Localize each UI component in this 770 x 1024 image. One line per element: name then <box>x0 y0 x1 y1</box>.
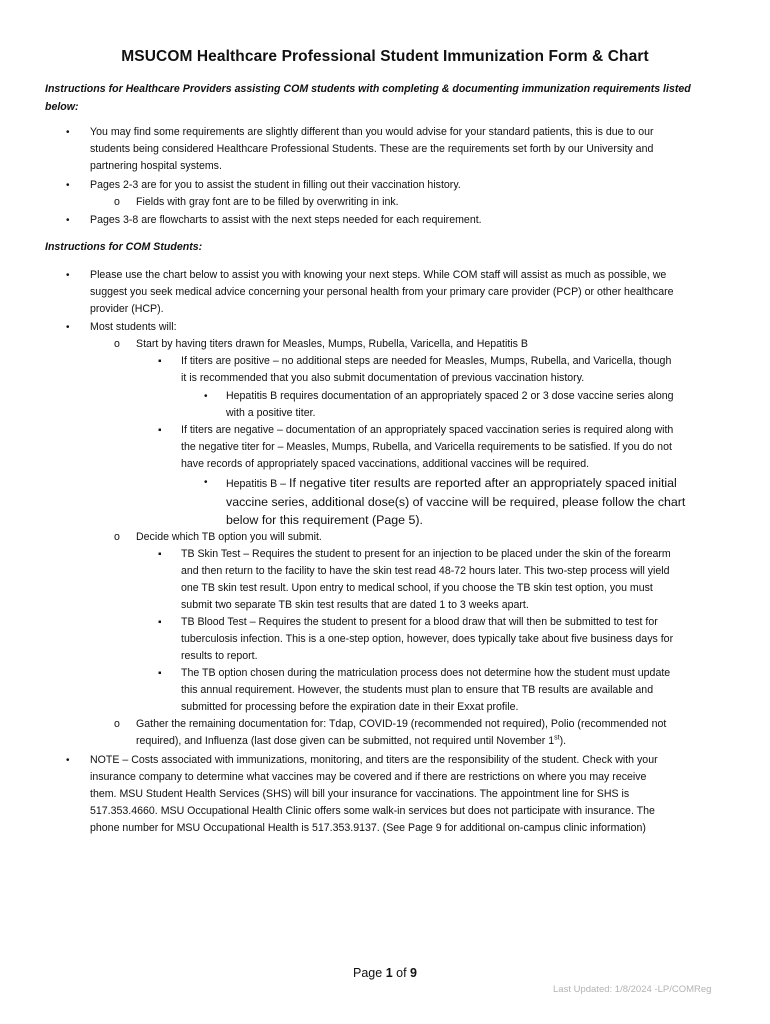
bullet-icon: • <box>66 127 70 138</box>
providers-bullet-3: Pages 3-8 are flowcharts to assist with the next steps needed for each requirement. <box>90 214 482 226</box>
tb-option-note: The TB option chosen during the matriculation process does not determine how the student must update this annual requirement. However, the students must plan to ensure that TB results are available and submitted for processing before the expiration date in their Exxat profile. <box>181 667 671 713</box>
circle-bullet-icon: o <box>114 338 120 350</box>
bullet-icon: • <box>66 322 70 333</box>
students-bullet-2: Most students will: <box>90 321 177 333</box>
titers-positive: If titers are positive – no additional steps are needed for Measles, Mumps, Rubella, and Varicella, though it is recommended that you also submit documentation of previous vaccination history. <box>181 355 672 384</box>
tb-skin-test: TB Skin Test – Requires the student to present for an injection to be placed under the skin of the forearm and then return to the facility to have the skin test read 48-72 hours later. This two-step process will yield one TB skin test result. Upon entry to medical school, if you choose the TB skin test option, you must submit two separate TB skin test results that are dated 1 to 3 weeks apart. <box>181 548 671 611</box>
circle-bullet-icon: o <box>114 718 120 730</box>
page-title: MSUCOM Healthcare Professional Student Immunization Form & Chart <box>121 48 649 65</box>
square-bullet-icon: ▪ <box>158 356 162 367</box>
bullet-icon: • <box>66 270 70 281</box>
providers-sub-bullet: Fields with gray font are to be filled by overwriting in ink. <box>136 196 399 208</box>
square-bullet-icon: ▪ <box>158 617 162 628</box>
students-bullet-1: Please use the chart below to assist you with knowing your next steps. While COM staff will assist as much as possible, we suggest you seek medical advice concerning your personal health from your primary care provider (PCP) or other healthcare provider (HCP). <box>90 269 674 315</box>
bullet-icon: • <box>66 180 70 191</box>
bullet-icon: • <box>66 755 70 766</box>
bullet-icon: • <box>204 391 208 402</box>
circle-bullet-icon: o <box>114 531 120 543</box>
students-heading: Instructions for COM Students: <box>45 241 203 253</box>
gather-documentation: Gather the remaining documentation for: Tdap, COVID-19 (recommended not required), Polio (recommended not required), and Influenza (last dose given can be submitted, not required until November 1st). <box>136 718 667 747</box>
last-updated: Last Updated: 1/8/2024 -LP/COMReg <box>553 984 712 995</box>
titers-negative: If titers are negative – documentation of an appropriately spaced vaccination series is required along with the negative titer for – Measles, Mumps, Rubella, and Varicella requirements to be satisfied. If you do not have records of appropriately spaced vaccinations, additional vaccines will be required. <box>181 424 674 470</box>
providers-heading: Instructions for Healthcare Providers assisting COM students with completing & documenting immunization requirements listed below: <box>45 83 691 113</box>
circle-bullet-icon: o <box>114 196 120 208</box>
costs-note: NOTE – Costs associated with immunizations, monitoring, and titers are the responsibility of the student. Check with your insurance company to determine what vaccines may be covered and if there are restrictions on where you may receive them. MSU Student Health Services (SHS) will bill your insurance for vaccinations. The appointment line for SHS is 517.353.4660. MSU Occupational Health Clinic offers some walk-in services but does not participate with insurance. The phone number for MSU Occupational Health is 517.353.9137. (See Page 9 for additional on-campus clinic information) <box>90 754 658 834</box>
tb-decide: Decide which TB option you will submit. <box>136 531 322 543</box>
hepb-negative: Hepatitis B – If negative titer results are reported after an appropriately spaced initial vaccine series, additional dose(s) of vaccine will be required, please follow the chart below for this requirement (Page 5). <box>226 476 686 527</box>
tb-blood-test: TB Blood Test – Requires the student to present for a blood draw that will then be submitted to test for tuberculosis infection. This is a one-step option, however, does typically take about five business days for results to report. <box>181 616 674 662</box>
page-number: Page 1 of 9 <box>353 966 417 980</box>
providers-bullet-2: Pages 2-3 are for you to assist the student in filling out their vaccination history. <box>90 179 461 191</box>
titers-item: Start by having titers drawn for Measles, Mumps, Rubella, Varicella, and Hepatitis B <box>136 338 528 350</box>
square-bullet-icon: ▪ <box>158 425 162 436</box>
square-bullet-icon: ▪ <box>158 549 162 560</box>
bullet-icon: • <box>204 477 208 488</box>
square-bullet-icon: ▪ <box>158 668 162 679</box>
providers-bullet-1: You may find some requirements are slightly different than you would advise for your standard patients, this is due to our students being considered Healthcare Professional Students. These are the requirements set forth by our University and partnering hospital systems. <box>90 126 654 172</box>
hepb-positive: Hepatitis B requires documentation of an appropriately spaced 2 or 3 dose vaccine series along with a positive titer. <box>226 390 674 419</box>
bullet-icon: • <box>66 215 70 226</box>
